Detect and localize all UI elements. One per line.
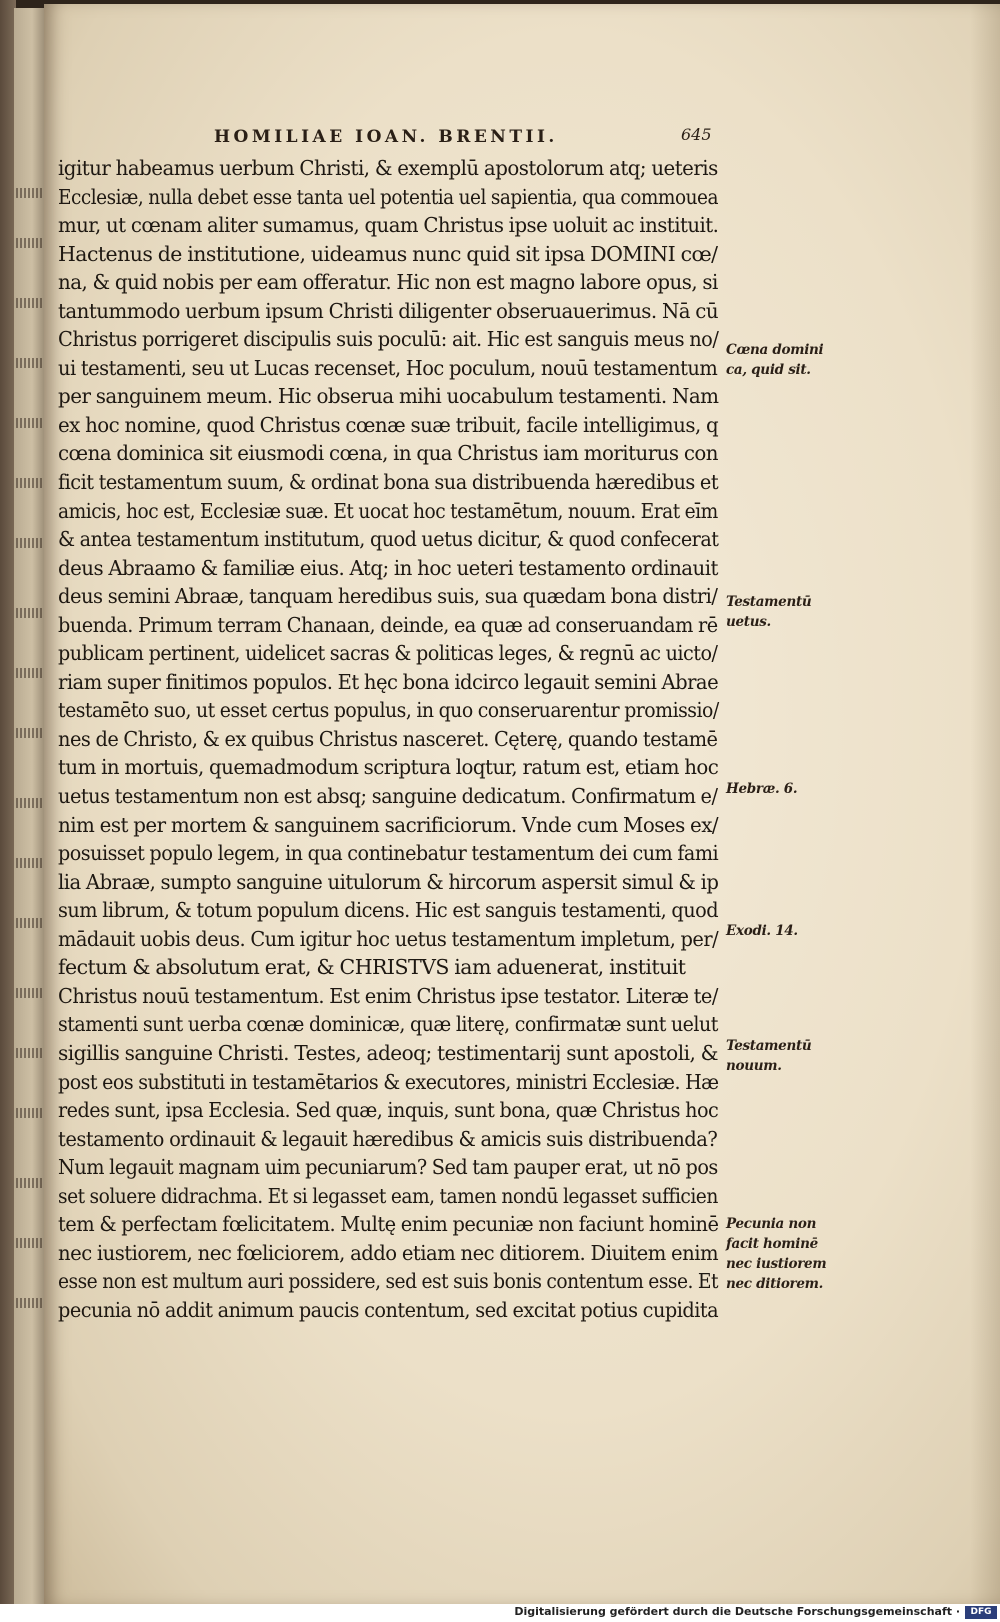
text-line: tantummodo uerbum ipsum Christi diligenter obseruauerimus. Nā cū	[58, 298, 719, 323]
text-line: & antea testamentum institutum, quod uetus dicitur, & quod confecerat	[58, 527, 719, 552]
text-line: Ecclesiæ, nulla debet esse tanta uel potentia uel sapientia, qua commouea	[58, 184, 718, 209]
margin-note-coena	[726, 340, 826, 380]
text-line: nim est per mortem & sanguinem sacrificiorum. Vnde cum Moses ex/	[58, 812, 719, 837]
text-line: Num legauit magnam uim pecuniarum? Sed tam pauper erat, ut nō pos	[58, 1155, 718, 1180]
text-line: deus semini Abraæ, tanquam heredibus suis, sua quædam bona distri/	[58, 584, 718, 609]
text-line: per sanguinem meum. Hic obserua mihi uocabulum testamenti. Nam	[58, 384, 719, 409]
text-line: stamenti sunt uerba cœnæ dominicæ, quæ literę, confirmatæ sunt uelut	[58, 1012, 718, 1037]
funding-credit: Digitalisierung gefördert durch die Deutsche Forschungsgemeinschaft ·	[514, 1605, 960, 1618]
margin-note-testamentum-uetus	[726, 592, 826, 632]
text-line: posuisset populo legem, in qua continebatur testamentum dei cum fami	[58, 841, 719, 866]
text-line: mur, ut cœnam aliter sumamus, quam Christus ipse uoluit ac instituit.	[58, 213, 719, 238]
facing-page-edge	[14, 8, 46, 1608]
margin-note-line: facit hominē	[726, 1236, 818, 1252]
text-line: ex hoc nomine, quod Christus cœnæ suæ tribuit, facile intelligimus, q	[58, 412, 719, 437]
margin-note-line: nouum.	[726, 1058, 782, 1074]
margin-note-line: Testamentū	[726, 594, 812, 610]
margin-note-line: Cœna domini	[726, 342, 824, 358]
text-line: tum in mortuis, quemadmodum scriptura loqtur, ratum est, etiam hoc	[58, 755, 719, 780]
page	[44, 4, 1000, 1604]
text-line: ui testamenti, seu ut Lucas recenset, Hoc poculum, nouū testamentum	[58, 355, 718, 380]
text-line: fectum & absolutum erat, & CHRISTVS iam aduenerat, instituit	[58, 955, 686, 980]
text-line: Christus nouū testamentum. Est enim Christus ipse testator. Literæ te/	[58, 983, 718, 1008]
text-line: Christus porrigeret discipulis suis poculū: ait. Hic est sanguis meus no/	[58, 327, 719, 352]
text-line: esse non est multum auri possidere, sed est suis bonis contentum esse. Et	[58, 1269, 719, 1294]
text-line: redes sunt, ipsa Ecclesia. Sed quæ, inquis, sunt bona, quæ Christus hoc	[58, 1098, 719, 1123]
text-line: amicis, hoc est, Ecclesiæ suæ. Et uocat hoc testamētum, nouum. Erat eīm	[58, 498, 718, 523]
text-line: sum librum, & totum populum dicens. Hic est sanguis testamenti, quod	[58, 898, 719, 923]
text-line: tem & perfectam fœlicitatem. Multę enim pecuniæ non faciunt hominē	[58, 1212, 719, 1237]
text-line: testamēto suo, ut esset certus populus, in quo conseruarentur promissio/	[58, 698, 719, 723]
body-text	[58, 154, 718, 1324]
text-line: pecunia nō addit animum paucis contentum, sed excitat potius cupidita	[58, 1297, 719, 1322]
dfg-logo: DFG	[965, 1606, 997, 1619]
text-line: Hactenus de institutione, uideamus nunc quid sit ipsa DOMINI cœ/	[58, 241, 718, 266]
text-line: cœna dominica sit eiusmodi cœna, in qua Christus iam moriturus con	[58, 441, 718, 466]
text-line: publicam pertinent, uidelicet sacras & politicas leges, & regnū ac uicto/	[58, 641, 718, 666]
text-line: buenda. Primum terram Chanaan, deinde, ea quæ ad conseruandam rē	[58, 612, 718, 637]
margin-note-line: nec ditiorem.	[726, 1276, 824, 1292]
text-line: ficit testamentum suum, & ordinat bona sua distribuenda hæredibus et	[58, 470, 719, 495]
text-line: nes de Christo, & ex quibus Christus nasceret. Cęterę, quando testamē	[58, 726, 718, 751]
margin-note-line: Testamentū	[726, 1038, 812, 1054]
text-line: uetus testamentum non est absq; sanguine dedicatum. Confirmatum e/	[58, 784, 718, 809]
margin-note-line: uetus.	[726, 614, 771, 630]
digitization-footer	[0, 1604, 1000, 1622]
text-line: lia Abraæ, sumpto sanguine uitulorum & hircorum aspersit simul & ip	[58, 869, 719, 894]
running-head: HOMILIAE IOAN. BRENTII.	[214, 127, 558, 147]
text-line: post eos substituti in testamētarios & executores, ministri Ecclesiæ. Hæ	[58, 1069, 719, 1094]
margin-note-line: Exodi. 14.	[726, 923, 798, 939]
text-line: igitur habeamus uerbum Christi, & exemplū apostolorum atq; ueteris	[58, 156, 718, 180]
margin-note-testamentum-nouum	[726, 1036, 826, 1076]
margin-note-hebr	[726, 779, 826, 799]
text-line: mādauit uobis deus. Cum igitur hoc uetus testamentum impletum, per/	[58, 926, 719, 951]
margin-note-pecunia	[726, 1214, 826, 1294]
margin-note-line: Hebræ. 6.	[726, 781, 798, 797]
margin-note-line: ca, quid sit.	[726, 362, 811, 378]
margin-note-line: Pecunia non	[726, 1216, 817, 1232]
text-line: set soluere didrachma. Et si legasset eam, tamen nondū legasset sufficien	[58, 1183, 718, 1208]
page-number: 645	[681, 125, 712, 144]
text-line: sigillis sanguine Christi. Testes, adeoq; testimentarij sunt apostoli, &	[58, 1040, 719, 1065]
text-line: testamento ordinauit & legauit hæredibus & amicis suis distribuenda?	[58, 1126, 718, 1151]
margin-note-exodi	[726, 921, 826, 941]
text-line: na, & quid nobis per eam offeratur. Hic non est magno labore opus, si	[58, 270, 718, 295]
text-line: deus Abraamo & familiæ eius. Atq; in hoc ueteri testamento ordinauit	[58, 555, 718, 580]
text-line: riam super finitimos populos. Et hęc bona idcirco legauit semini Abrae	[58, 669, 719, 694]
margin-note-line: nec iustiorem	[726, 1256, 827, 1272]
text-line: nec iustiorem, nec fœliciorem, addo etiam nec ditiorem. Diuitem enim	[58, 1240, 719, 1265]
